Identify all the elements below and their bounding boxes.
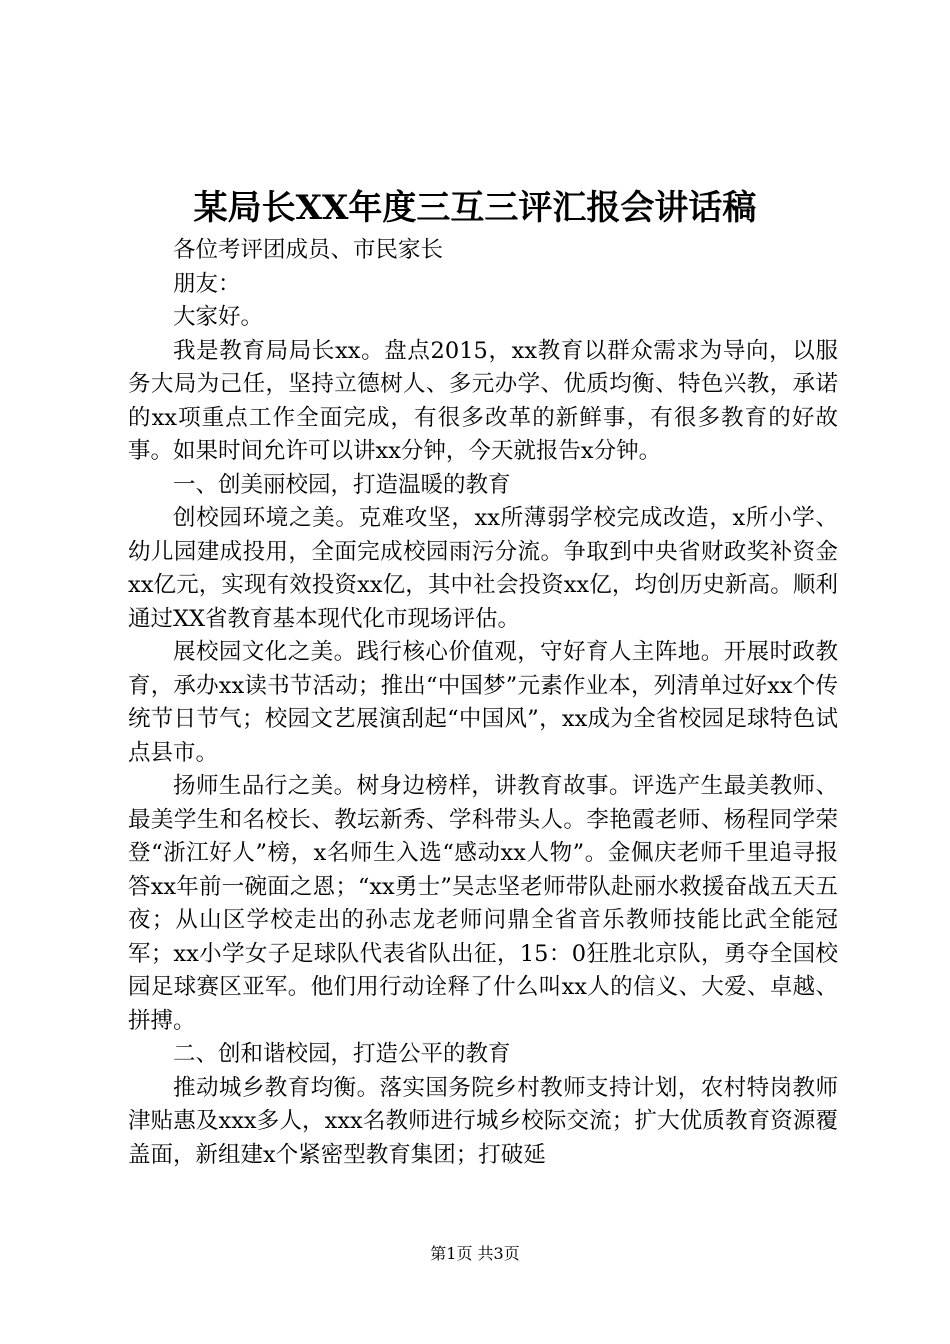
document-body xyxy=(128,234,838,1172)
paragraph-conduct: 扬师生品行之美。树身边榜样，讲教育故事。评选产生最美教师、最美学生和名校长、教坛新秀、学科带头人。李艳霞老师、杨程同学荣登“浙江好人”榜，x名师生入选“感动xx人物”。金佩庆老师千里追寻报答xx年前一碗面之恩；“xx勇士”吴志坚老师带队赴丽水救援奋战五天五夜；从山区学校走出的孙志龙老师问鼎全省音乐教师技能比武全能冠军；xx小学女子足球队代表省队出征，15：0狂胜北京队，勇夺全国校园足球赛区亚军。他们用行动诠释了什么叫xx人的信义、大爱、卓越、拼搏。 xyxy=(128,773,838,1034)
greeting: 大家好。 xyxy=(173,304,264,330)
salutation-line-1: 各位考评团成员、市民家长 xyxy=(173,237,444,263)
salutation-line-2: 朋友： xyxy=(173,270,241,297)
document-title: 某局长XX年度三互三评汇报会讲话稿 xyxy=(193,188,757,228)
paragraph-intro: 我是教育局局长xx。盘点2015，xx教育以群众需求为导向，以服务大局为己任，坚持立德树人、多元办学、优质均衡、特色兴教，承诺的xx项重点工作全面完成，有很多改革的新鲜事，有很多教育的好故事。如果时间允许可以讲xx分钟，今天就报告x分钟。 xyxy=(128,337,838,464)
paragraph-environment: 创校园环境之美。克难攻坚，xx所薄弱学校完成改造，x所小学、幼儿园建成投用，全面完成校园雨污分流。争取到中央省财政奖补资金xx亿元，实现有效投资xx亿，其中社会投资xx亿，均创历史新高。顺利通过XX省教育基本现代化市现场评估。 xyxy=(128,505,838,632)
page-indicator: 第1页 共3页 xyxy=(430,1244,520,1263)
paragraph-balance: 推动城乡教育均衡。落实国务院乡村教师支持计划，农村特岗教师津贴惠及xxx多人，xxx名教师进行城乡校际交流；扩大优质教育资源覆盖面，新组建x个紧密型教育集团；打破延 xyxy=(128,1074,838,1168)
section-heading-2: 二、创和谐校园，打造公平的教育 xyxy=(173,1041,511,1067)
paragraph-culture: 展校园文化之美。践行核心价值观，守好育人主阵地。开展时政教育，承办xx读书节活动；推出“中国梦”元素作业本，列清单过好xx个传统节日节气；校园文艺展演刮起“中国风”，xx成为全省校园足球特色试点县市。 xyxy=(128,639,838,766)
section-heading-1: 一、创美丽校园，打造温暖的教育 xyxy=(173,471,511,498)
